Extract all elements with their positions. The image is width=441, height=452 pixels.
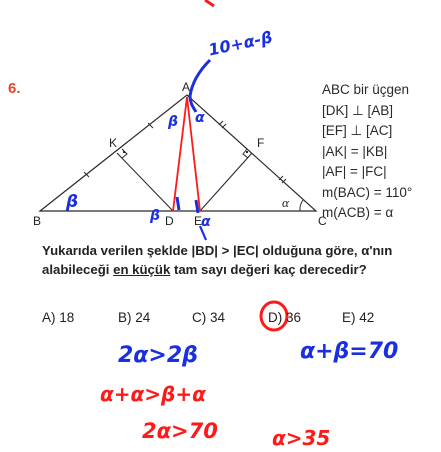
handwriting-alpha-e: α — [201, 214, 211, 230]
right-angle-f — [243, 149, 248, 158]
triangle-abc — [40, 95, 316, 211]
statement-part-1: Yukarıda verilen şeklde |BD| > |EC| olduğuna göre, α'nın alabileceği — [42, 243, 393, 277]
angle-arc-c — [300, 200, 303, 211]
choice-value: 36 — [286, 310, 302, 325]
choice-a[interactable] — [42, 310, 74, 325]
handwriting-beta-d: β — [150, 208, 161, 224]
vertex-label-c: C — [318, 214, 327, 228]
statement-part-2: tam sayı değeri kaç derecedir? — [170, 261, 367, 277]
blue-pen-mark-d — [177, 197, 179, 210]
right-angle-dot-k — [123, 151, 125, 153]
right-angle-k — [122, 149, 127, 158]
choice-letter: A) — [42, 310, 56, 325]
choice-value: 18 — [59, 310, 75, 325]
tick-af-1 — [219, 121, 223, 125]
blue-arrow-stroke — [190, 60, 210, 112]
segment-dk — [117, 153, 173, 211]
choice-e[interactable] — [342, 310, 374, 325]
vertex-label-d: D — [165, 214, 174, 228]
statement-underlined: en küçük — [113, 261, 171, 277]
choice-b[interactable] — [118, 310, 150, 325]
handwriting-note-2: α+β=70 — [300, 339, 399, 364]
givens-list — [322, 80, 412, 224]
given-line: |AF| = |FC| — [322, 164, 387, 179]
right-angle-dot-f — [246, 151, 248, 153]
blue-pen-mark-e — [196, 200, 198, 213]
vertex-label-f: F — [257, 136, 265, 150]
angle-label-alpha: α — [282, 195, 289, 210]
segment-ef — [200, 153, 252, 211]
choice-letter: D) — [268, 310, 283, 325]
handwriting-top-note: 10+α-β — [206, 27, 275, 60]
handwriting-note-3: α+α>β+α — [100, 382, 206, 406]
handwriting-alpha-a: α — [195, 110, 205, 126]
given-line: ABC bir üçgen — [322, 82, 410, 97]
red-top-stroke — [205, 0, 214, 6]
handwriting-beta-b: β — [66, 192, 79, 212]
choice-c[interactable] — [192, 310, 225, 325]
question-number: 6. — [8, 80, 21, 97]
choice-letter: E) — [342, 310, 356, 325]
given-line: m(ACB) = α — [322, 205, 394, 220]
given-line: [DK] ⊥ [AB] — [322, 102, 394, 118]
choice-letter: C) — [192, 310, 207, 325]
handwriting-note-4: 2α>70 — [142, 419, 218, 443]
choice-value: 34 — [210, 310, 226, 325]
choice-letter: B) — [118, 310, 132, 325]
choice-value: 24 — [135, 310, 151, 325]
tick-af-2 — [222, 124, 226, 128]
handwriting-note-1: 2α>2β — [118, 343, 198, 368]
handwriting-beta-a: β — [168, 114, 179, 130]
vertex-label-a: A — [182, 80, 191, 94]
vertex-label-e: E — [194, 214, 203, 228]
given-line: m(BAC) = 110° — [322, 184, 413, 200]
choice-value: 42 — [359, 310, 375, 325]
given-line: [EF] ⊥ [AC] — [322, 123, 393, 138]
given-line: |AK| = |KB| — [322, 143, 388, 159]
vertex-label-b: B — [33, 214, 42, 228]
handwriting-note-5: α>35 — [272, 426, 331, 450]
question-statement — [42, 242, 434, 279]
choice-d[interactable] — [268, 310, 301, 325]
vertex-label-k: K — [109, 136, 118, 150]
